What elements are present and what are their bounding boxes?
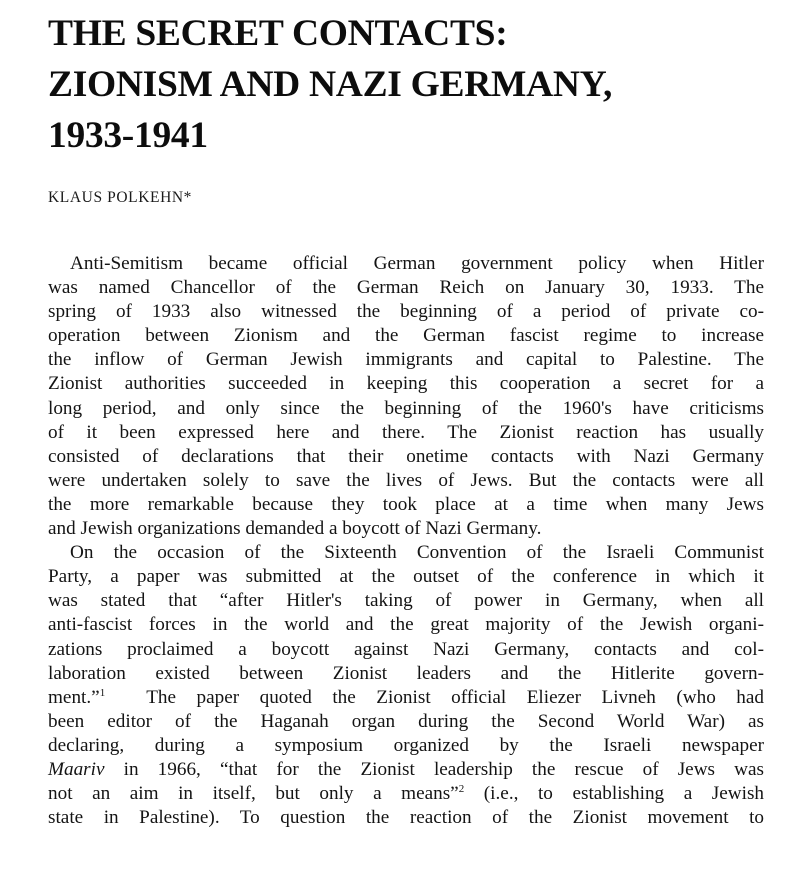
body-line: been editor of the Haganah organ during the Second World War) as <box>48 710 764 732</box>
body-line: spring of 1933 also witnessed the beginning of a period of private co- <box>48 301 764 323</box>
body-line <box>48 782 764 806</box>
body-line: operation between Zionism and the German fascist regime to increase <box>48 325 764 347</box>
body-line: and Jewish organizations demanded a boycott of Nazi Germany. <box>48 518 542 540</box>
body-line: was named Chancellor of the German Reich on January 30, 1933. The <box>48 277 764 299</box>
line-prefix: not an aim in itself, but only a means” <box>48 783 459 805</box>
newspaper-name: Maariv <box>48 758 105 780</box>
body-line: Anti-Semitism became official German government policy when Hitler <box>70 253 764 274</box>
body-line: anti-fascist forces in the world and the great majority of the Jewish organi- <box>48 614 764 636</box>
body-line <box>48 758 764 782</box>
body-line: was stated that “after Hitler's taking of power in Germany, when all <box>48 590 764 612</box>
body-line: Zionist authorities succeeded in keeping this cooperation a secret for a <box>48 373 764 395</box>
body-line: declaring, during a symposium organized by the Israeli newspaper <box>48 734 764 756</box>
title-line: THE SECRET CONTACTS: <box>48 13 508 54</box>
title-line: ZIONISM AND NAZI GERMANY, <box>48 64 613 105</box>
article-body <box>48 252 764 830</box>
body-line: Party, a paper was submitted at the outset of the conference in which it <box>48 566 764 588</box>
line-prefix: ment.” <box>48 686 100 708</box>
body-line: the more remarkable because they took place at a time when many Jews <box>48 493 764 515</box>
body-line: long period, and only since the beginning of the 1960's have criticisms <box>48 397 764 419</box>
article-title <box>48 8 612 161</box>
line-rest: in 1966, “that for the Zionist leadership the rescue of Jews was <box>123 758 764 780</box>
body-line <box>48 686 764 710</box>
footnote-marker: 1 <box>99 686 106 699</box>
body-line: consisted of declarations that their onetime contacts with Nazi Germany <box>48 445 764 467</box>
body-line: were undertaken solely to save the lives of Jews. But the contacts were all <box>48 469 764 491</box>
footnote-marker: 2 <box>458 783 465 796</box>
line-rest: The paper quoted the Zionist official Eliezer Livneh (who had <box>146 686 764 708</box>
body-line: laboration existed between Zionist leaders and the Hitlerite govern- <box>48 662 764 684</box>
title-line: 1933-1941 <box>48 115 208 156</box>
body-line: the inflow of German Jewish immigrants and capital to Palestine. The <box>48 349 764 371</box>
body-line: state in Palestine). To question the reaction of the Zionist movement to <box>48 807 764 829</box>
line-rest: (i.e., to establishing a Jewish <box>483 783 765 805</box>
body-line: of it been expressed here and there. The Zionist reaction has usually <box>48 421 764 443</box>
body-line: zations proclaimed a boycott against Nazi Germany, contacts and col- <box>48 638 764 660</box>
author-name: KLAUS POLKEHN* <box>48 189 193 206</box>
body-line: On the occasion of the Sixteenth Convention of the Israeli Communist <box>70 542 764 564</box>
